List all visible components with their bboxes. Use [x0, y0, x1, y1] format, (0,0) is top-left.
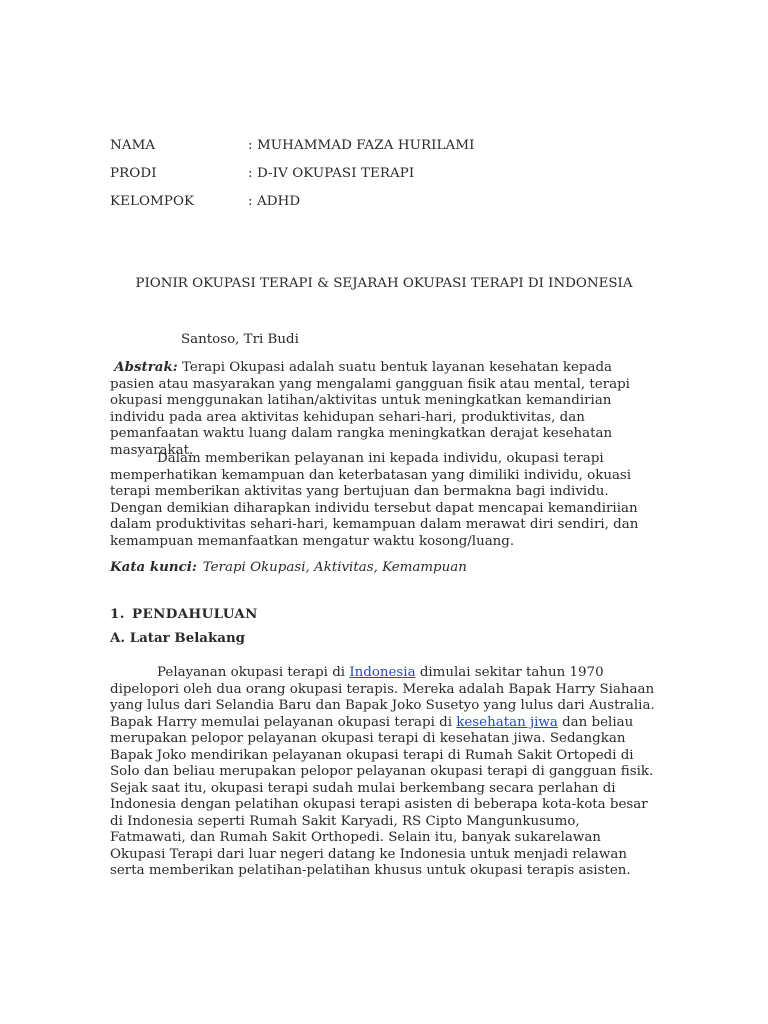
- keywords-value: Terapi Okupasi, Aktivitas, Kemampuan: [202, 560, 467, 575]
- keywords-line: [110, 559, 467, 575]
- subsection-heading: A. Latar Belakang: [110, 630, 246, 646]
- nama-label: NAMA: [110, 138, 156, 153]
- abstract-label: Abstrak:: [114, 359, 178, 375]
- kelompok-label: KELOMPOK: [110, 194, 195, 209]
- link-indonesia[interactable]: Indonesia: [349, 665, 416, 680]
- kelompok-value: : ADHD: [248, 194, 301, 209]
- nama-value: : MUHAMMAD FAZA HURILAMI: [248, 138, 475, 153]
- prodi-label: PRODI: [110, 166, 157, 181]
- section-title: PENDAHULUAN: [132, 606, 258, 622]
- body-text-part2: dimulai sekitar tahun 1970 dipelopori oleh dua orang okupasi terapis. Mereka adalah Bapak Harry Siahaan yang lulus dari Selandia Baru dan Bapak Joko Susetyo yang lulus dari Australia. Bapak Harry memulai pelayanan okupasi terapi di: [110, 665, 655, 730]
- link-kesehatan-jiwa[interactable]: kesehatan jiwa: [456, 714, 558, 730]
- body-paragraph: [110, 665, 658, 880]
- section-number: 1.: [110, 606, 125, 622]
- abstract-text: Terapi Okupasi adalah suatu bentuk layanan kesehatan kepada pasien atau masyarakan yang mengalami gangguan fisik atau mental, terapi okupasi menggunakan latihan/aktivitas untuk meningkatkan kemandirian individu pada area aktivitas kehidupan sehari-hari, produktivitas, dan pemanfaatan waktu luang dalam rangka meningkatkan derajat kesehatan masyarakat.: [110, 360, 630, 458]
- author-name: Santoso, Tri Budi: [181, 332, 299, 347]
- keywords-label: Kata kunci:: [110, 559, 197, 575]
- body-text-part1: Pelayanan okupasi terapi di: [157, 665, 350, 680]
- document-title: PIONIR OKUPASI TERAPI & SEJARAH OKUPASI TERAPI DI INDONESIA: [135, 276, 633, 291]
- abstract-paragraph: [110, 359, 658, 459]
- abstract-paragraph-2: [110, 451, 658, 550]
- section-heading: [110, 606, 258, 622]
- prodi-value: : D-IV OKUPASI TERAPI: [248, 166, 415, 181]
- abstract-paragraph-2-text: Dalam memberikan pelayanan ini kepada individu, okupasi terapi memperhatikan kemampuan dan keterbatasan yang dimiliki individu, okuasi terapi memberikan aktivitas yang bertujuan dan bermakna bagi individu. Dengan demikian diharapkan individu tersebut dapat mencapai kemandiriian dalam produktivitas sehari-hari, kemampuan dalam merawat diri sendiri, dan kemampuan memanfaatkan mengatur waktu kosong/luang.: [110, 451, 639, 549]
- body-text-part3: dan beliau merupakan pelopor pelayanan okupasi terapi di kesehatan jiwa. Sedangkan Bapak Joko mendirikan pelayanan okupasi terapi di Rumah Sakit Ortopedi di Solo dan beliau merupakan pelopor pelayanan okupasi terapi di gangguan fisik. Sejak saat itu, okupasi terapi sudah mulai berkembang secara perlahan di Indonesia dengan pelatihan okupasi terapi asisten di beberapa kota-kota besar di Indonesia seperti Rumah Sakit Karyadi, RS Cipto Mangunkusumo, Fatmawati, dan Rumah Sakit Orthopedi. Selain itu, banyak sukarelawan Okupasi Terapi dari luar negeri datang ke Indonesia untuk menjadi relawan serta memberikan pelatihan-pelatihan khusus untuk okupasi terapis asisten.: [110, 714, 654, 878]
